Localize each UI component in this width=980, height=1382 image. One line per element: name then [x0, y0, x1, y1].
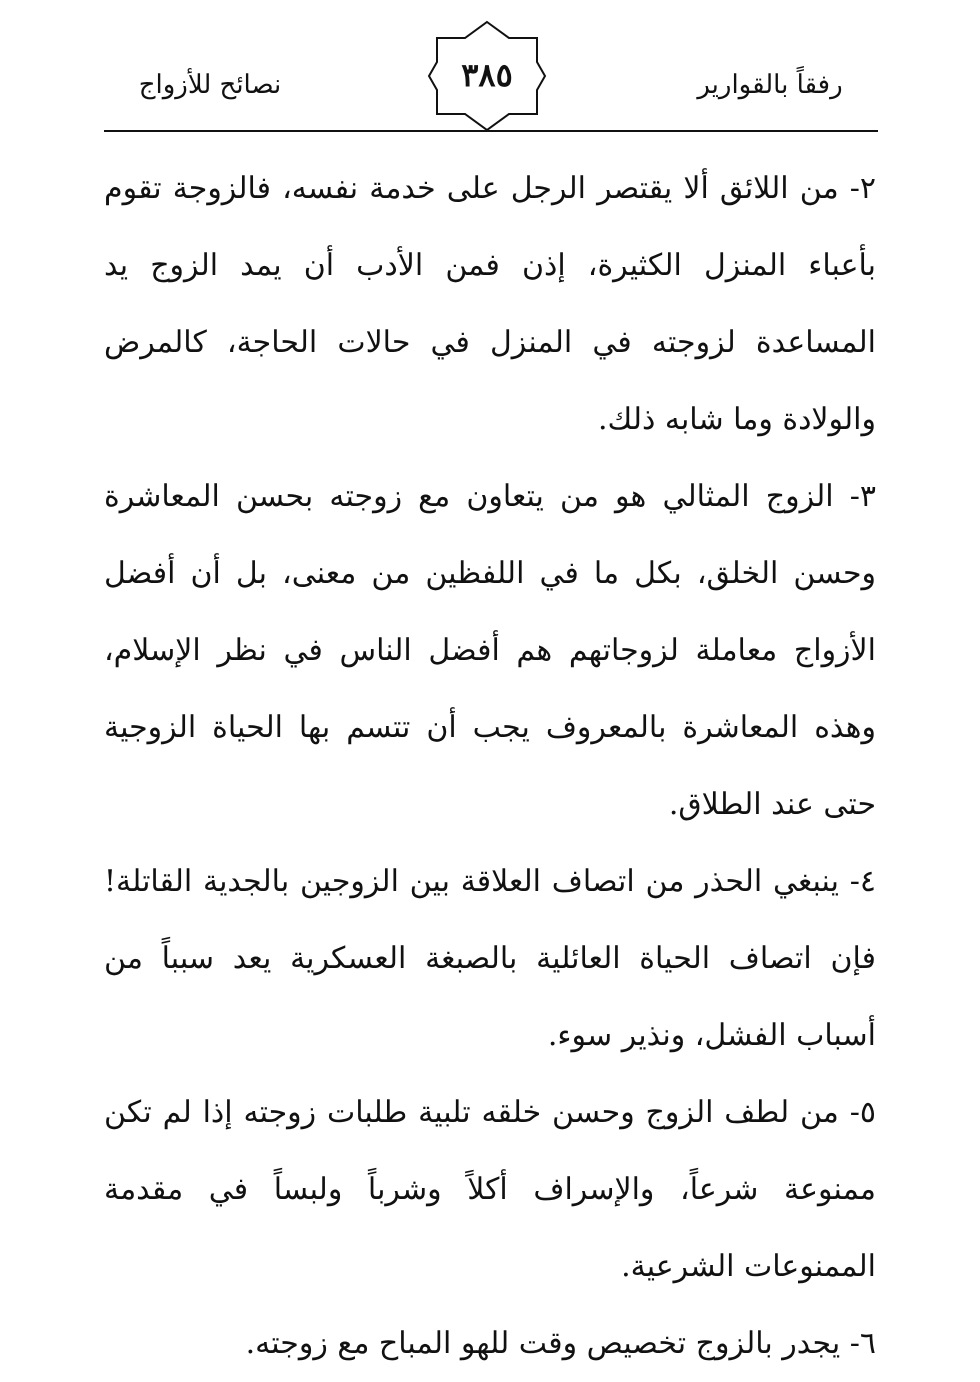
list-item-4: ٤- ينبغي الحذر من اتصاف العلاقة بين الزوجين بالجدية القاتلة! فإن اتصاف الحياة العائلية بالصبغة العسكرية يعد سبباً من أسباب الفشل، ونذير سوء. — [104, 864, 876, 1053]
list-item-3: ٣- الزوج المثالي هو من يتعاون مع زوجته بحسن المعاشرة وحسن الخلق، بكل ما في اللفظين من معنى، بل أن أفضل الأزواج معاملة لزوجاتهم هم أفضل الناس في نظر الإسلام، وهذه المعاشرة بالمعروف يجب أن تتسم بها الحياة الزوجية حتى عند الطلاق. — [104, 479, 876, 822]
running-title-right: رفقاً بالقوارير — [697, 70, 843, 100]
list-item-2: ٢- من اللائق ألا يقتصر الرجل على خدمة نفسه، فالزوجة تقوم بأعباء المنزل الكثيرة، إذن فمن الأدب أن يمد الزوج يد المساعدة لزوجته في المنزل في حالات الحاجة، كالمرض والولادة وما شابه ذلك. — [104, 171, 876, 437]
list-item-5: ٥- من لطف الزوج وحسن خلقه تلبية طلبات زوجته إذا لم تكن ممنوعة شرعاً، والإسراف أكلاً وشرباً ولبساً في مقدمة الممنوعات الشرعية. — [104, 1095, 876, 1284]
list-item-6: ٦- يجدر بالزوج تخصيص وقت للهو المباح مع زوجته. — [245, 1326, 876, 1361]
page-number: ٣٨٥ — [461, 56, 513, 94]
running-title-left: نصائح للأزواج — [138, 70, 282, 100]
header-divider — [104, 130, 878, 132]
page-body — [104, 150, 876, 1382]
page-header — [0, 0, 980, 135]
page-number-badge — [427, 20, 547, 132]
